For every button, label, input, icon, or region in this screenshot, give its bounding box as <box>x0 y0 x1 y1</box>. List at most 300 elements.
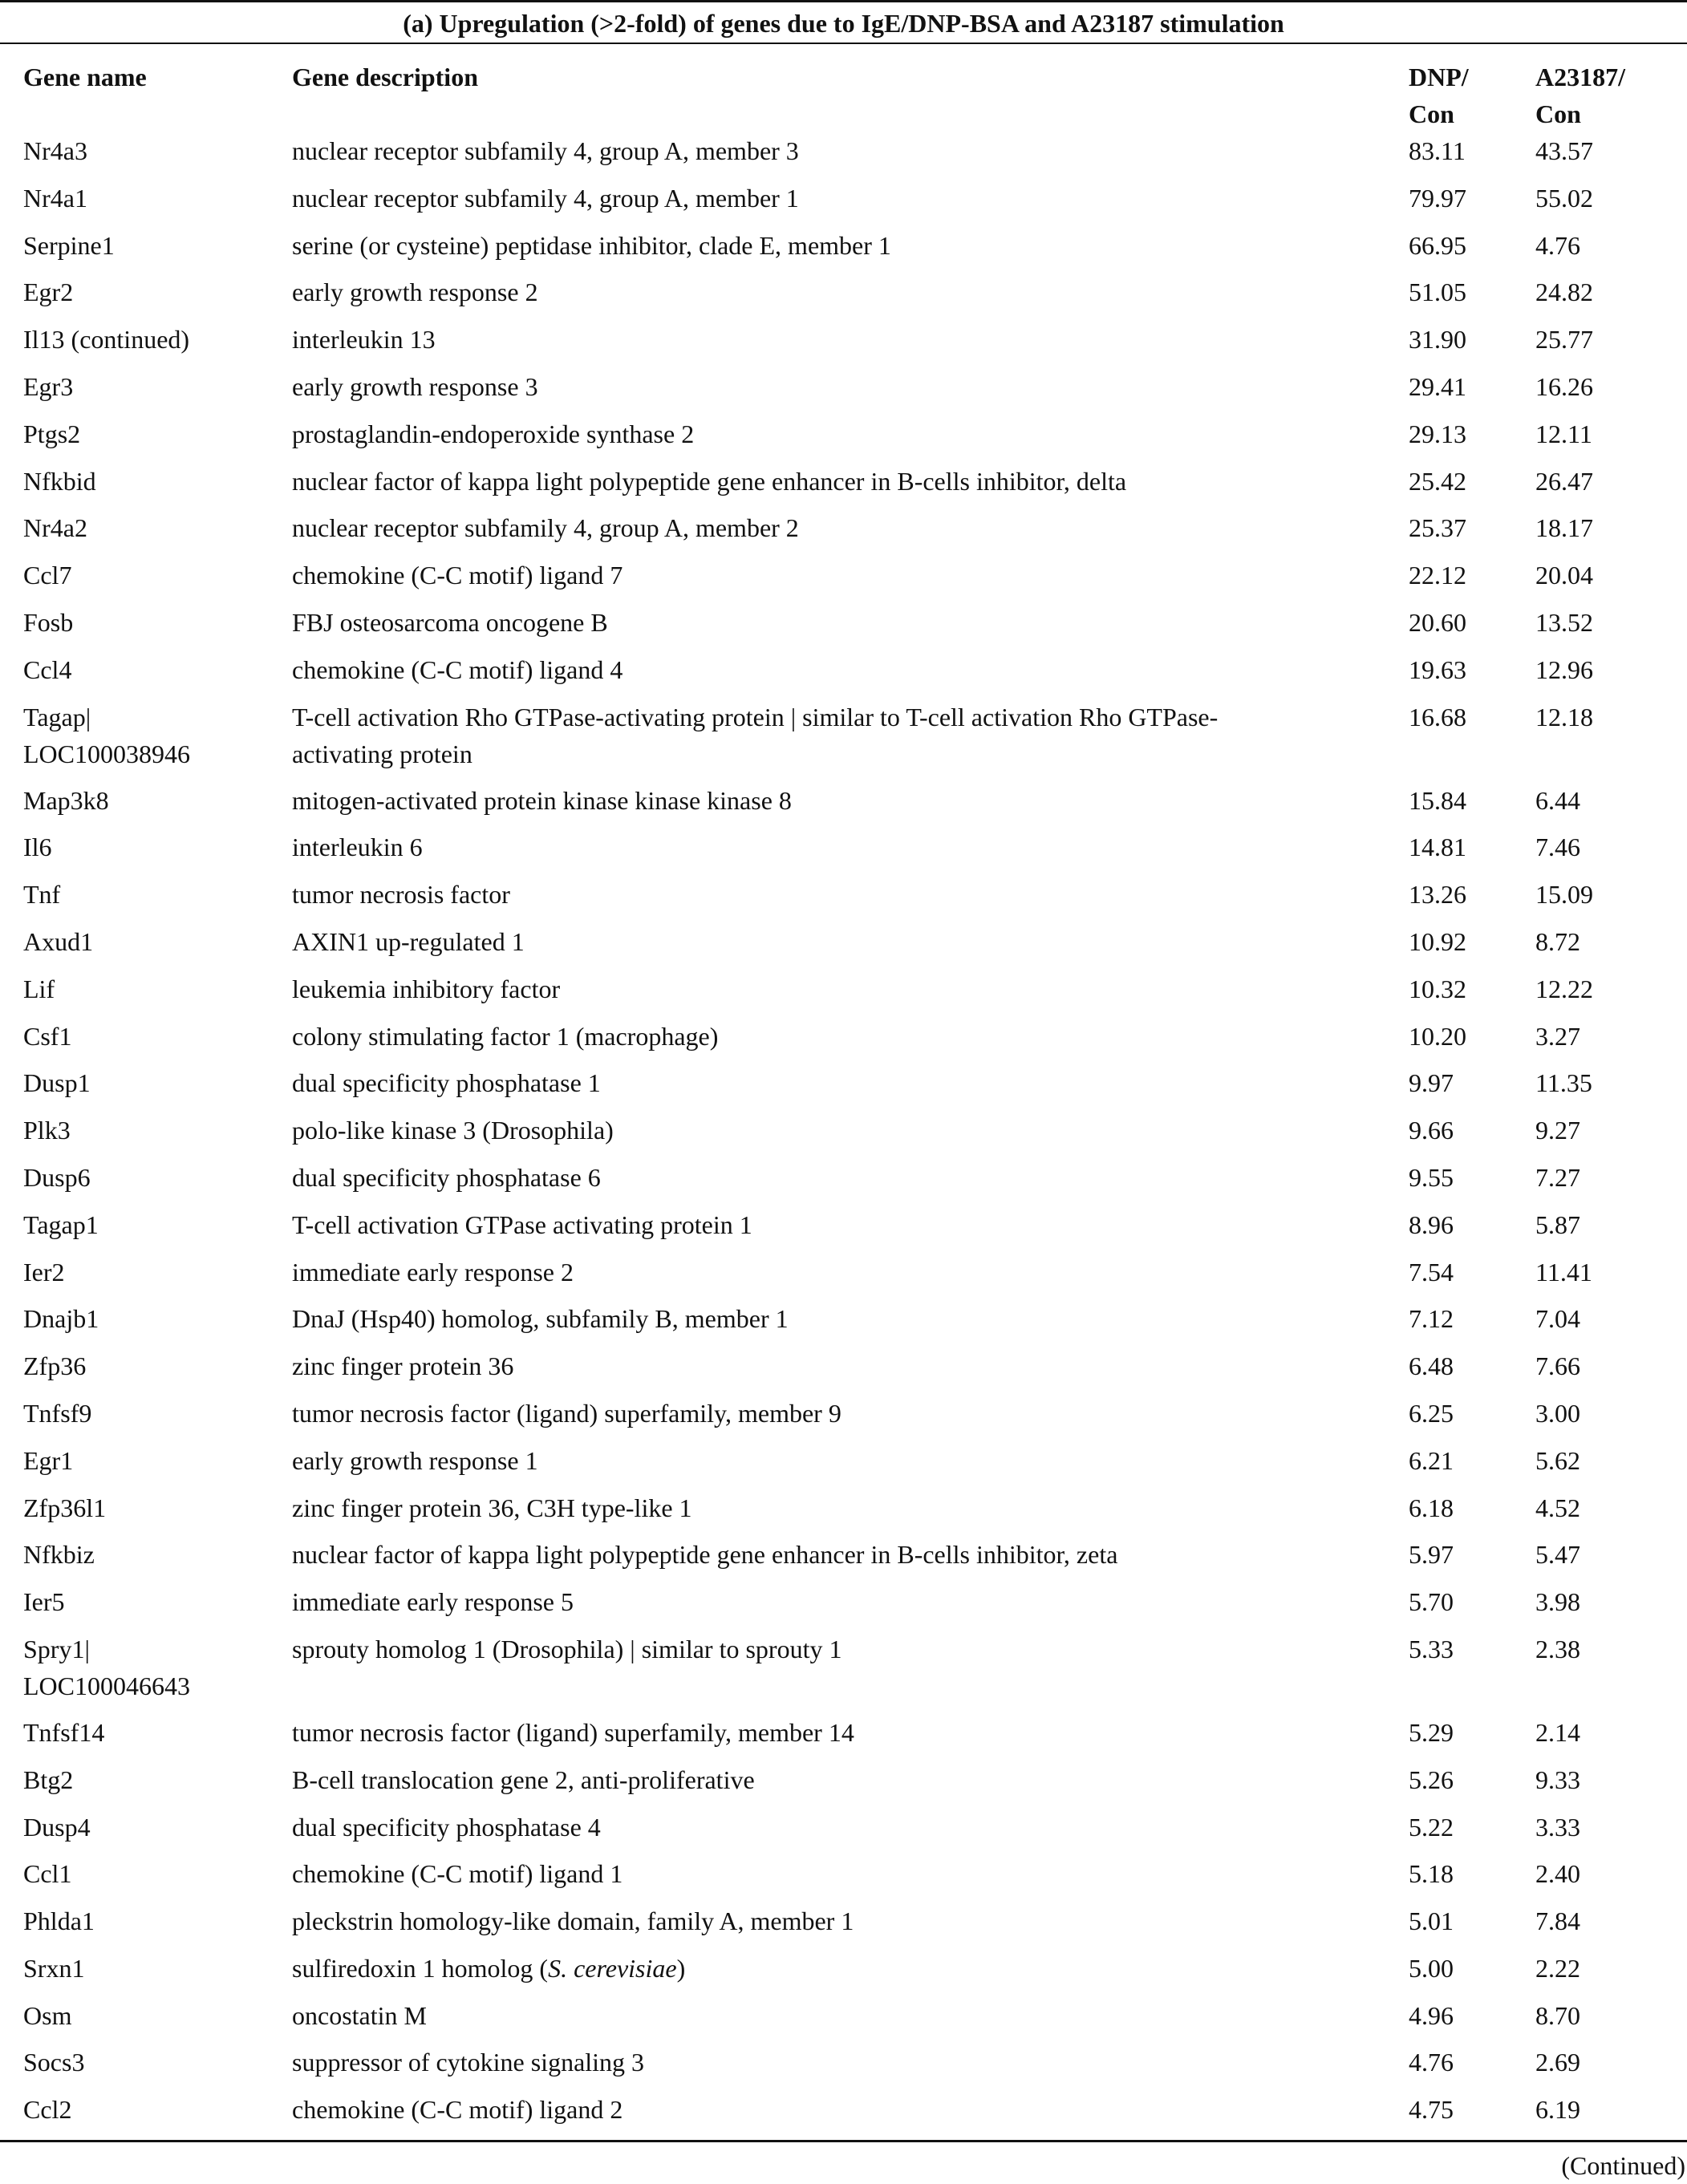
gene-name: Nr4a3 <box>23 136 87 165</box>
gene-name: Fosb <box>23 607 74 637</box>
gene-description: nuclear receptor subfamily 4, group A, member 2 <box>292 513 799 543</box>
continued-note: (Continued) <box>1561 2151 1685 2180</box>
table-row <box>0 227 1687 274</box>
gene-name-cell <box>0 651 292 699</box>
a23187-con-value: 18.17 <box>1535 513 1593 543</box>
table-row <box>0 1064 1687 1112</box>
gene-description: leukemia inhibitory factor <box>292 974 561 1003</box>
gene-name: Csf1 <box>23 1021 72 1051</box>
col-header-a23187-con: A23187/ Con <box>1535 63 1625 128</box>
gene-name-cell <box>0 509 292 557</box>
a23187-con-value: 6.44 <box>1535 785 1580 815</box>
table-row <box>0 321 1687 368</box>
gene-name-cell <box>0 1583 292 1631</box>
gene-description-cell <box>292 557 1409 604</box>
a23187-con-value: 3.27 <box>1535 1021 1580 1051</box>
gene-description-suffix: ) <box>676 1953 686 1983</box>
gene-description: nuclear factor of kappa light polypeptide gene enhancer in B-cells inhibitor, delta <box>292 466 1127 496</box>
gene-description: sprouty homolog 1 (Drosophila) | similar to sprouty 1 <box>292 1634 842 1663</box>
gene-name: Tagap1 <box>23 1210 99 1239</box>
gene-name-cell <box>0 1395 292 1442</box>
gene-description: polo-like kinase 3 (Drosophila) <box>292 1116 614 1145</box>
gene-description: dual specificity phosphatase 6 <box>292 1162 601 1192</box>
gene-description-cell <box>292 1997 1409 2044</box>
table-row <box>0 1489 1687 1537</box>
dnp-con-value: 7.54 <box>1409 1257 1454 1286</box>
gene-description: chemokine (C-C motif) ligand 4 <box>292 654 623 684</box>
a23187-con-value: 24.82 <box>1535 278 1593 307</box>
gene-name-cell <box>0 180 292 227</box>
dnp-con-value: 16.68 <box>1409 702 1466 731</box>
gene-description-cell <box>292 1489 1409 1537</box>
gene-description-cell <box>292 1631 1409 1714</box>
gene-name-cell <box>0 1442 292 1489</box>
gene-description: early growth response 1 <box>292 1445 538 1475</box>
table-row <box>0 1950 1687 1997</box>
gene-name: Ccl7 <box>23 561 72 590</box>
gene-name: Serpine1 <box>23 230 115 260</box>
title-rule <box>0 43 1687 44</box>
gene-description-cell <box>292 876 1409 923</box>
a23187-con-value: 16.26 <box>1535 371 1593 401</box>
gene-description-cell <box>292 1809 1409 1856</box>
gene-name: Il6 <box>23 833 52 862</box>
gene-description-cell <box>292 1206 1409 1254</box>
gene-name: Il13 (continued) <box>23 325 190 355</box>
gene-description-cell <box>292 923 1409 970</box>
gene-name-cell <box>0 1631 292 1714</box>
gene-name-cell <box>0 463 292 510</box>
dnp-con-value: 10.32 <box>1409 974 1466 1003</box>
gene-description: chemokine (C-C motif) ligand 2 <box>292 2095 623 2125</box>
gene-description: tumor necrosis factor (ligand) superfamily, member 14 <box>292 1717 854 1747</box>
table-row <box>0 132 1687 180</box>
dnp-con-value: 4.76 <box>1409 2048 1454 2077</box>
gene-name-cell <box>0 1536 292 1583</box>
gene-description-cell <box>292 2091 1409 2138</box>
gene-name: Zfp36l1 <box>23 1493 107 1522</box>
a23187-con-value: 15.09 <box>1535 880 1593 910</box>
gene-name-cell <box>0 321 292 368</box>
a23187-con-value: 2.14 <box>1535 1717 1580 1747</box>
dnp-con-value: 66.95 <box>1409 230 1466 260</box>
gene-description: early growth response 3 <box>292 371 538 401</box>
gene-description-cell <box>292 829 1409 876</box>
a23187-con-value: 12.18 <box>1535 702 1593 731</box>
gene-name-cell <box>0 227 292 274</box>
gene-description: nuclear factor of kappa light polypeptide gene enhancer in B-cells inhibitor, zeta <box>292 1540 1118 1570</box>
gene-name: Socs3 <box>23 2048 85 2077</box>
dnp-con-value: 5.97 <box>1409 1540 1454 1570</box>
dnp-con-value: 15.84 <box>1409 785 1466 815</box>
table-row <box>0 1997 1687 2044</box>
a23187-con-value: 11.35 <box>1535 1068 1592 1098</box>
dnp-con-value: 5.00 <box>1409 1953 1454 1983</box>
gene-name-cell <box>0 274 292 321</box>
gene-description: tumor necrosis factor <box>292 880 510 910</box>
gene-name: Egr1 <box>23 1445 74 1475</box>
table-row <box>0 876 1687 923</box>
dnp-con-value: 5.33 <box>1409 1634 1454 1663</box>
bottom-rule <box>0 2140 1687 2142</box>
gene-description-cell <box>292 1395 1409 1442</box>
gene-name: Osm <box>23 2000 72 2030</box>
gene-description: T-cell activation GTPase activating protein 1 <box>292 1210 752 1239</box>
gene-name-cell <box>0 1902 292 1950</box>
gene-name-cell <box>0 1809 292 1856</box>
gene-description-cell <box>292 463 1409 510</box>
gene-name: Axud1 <box>23 926 94 956</box>
dnp-con-value: 13.26 <box>1409 880 1466 910</box>
gene-description: early growth response 2 <box>292 278 538 307</box>
dnp-con-value: 5.26 <box>1409 1765 1454 1794</box>
gene-description: zinc finger protein 36, C3H type-like 1 <box>292 1493 692 1522</box>
gene-name: Plk3 <box>23 1116 71 1145</box>
table-row <box>0 651 1687 699</box>
a23187-con-value: 2.22 <box>1535 1953 1580 1983</box>
a23187-con-value: 9.33 <box>1535 1765 1580 1794</box>
gene-description-cell <box>292 1950 1409 1997</box>
gene-description: tumor necrosis factor (ligand) superfamily, member 9 <box>292 1398 841 1428</box>
gene-description: interleukin 13 <box>292 325 436 355</box>
gene-name-cell <box>0 970 292 1018</box>
gene-name-cell <box>0 1855 292 1902</box>
table-row <box>0 1761 1687 1809</box>
gene-name-cell <box>0 1064 292 1112</box>
col-header-dnp-con: DNP/ Con <box>1409 63 1469 128</box>
a23187-con-value: 9.27 <box>1535 1116 1580 1145</box>
a23187-con-value: 3.00 <box>1535 1398 1580 1428</box>
gene-description-cell <box>292 227 1409 274</box>
gene-name: Zfp36 <box>23 1351 87 1381</box>
gene-description: nuclear receptor subfamily 4, group A, member 3 <box>292 136 799 165</box>
a23187-con-value: 7.27 <box>1535 1162 1580 1192</box>
gene-description-cell <box>292 2044 1409 2091</box>
dnp-con-value: 9.97 <box>1409 1068 1454 1098</box>
gene-description-cell <box>292 321 1409 368</box>
table-row <box>0 274 1687 321</box>
table-row <box>0 1714 1687 1761</box>
gene-name: Tnfsf14 <box>23 1717 105 1747</box>
gene-description-cell <box>292 1064 1409 1112</box>
table-row <box>0 1583 1687 1631</box>
gene-description-cell <box>292 1855 1409 1902</box>
gene-name: Phlda1 <box>23 1906 95 1936</box>
gene-description-cell <box>292 368 1409 415</box>
gene-description-cell <box>292 1536 1409 1583</box>
dnp-con-value: 4.96 <box>1409 2000 1454 2030</box>
gene-description-cell <box>292 274 1409 321</box>
dnp-con-value: 8.96 <box>1409 1210 1454 1239</box>
a23187-con-value: 11.41 <box>1535 1257 1592 1286</box>
dnp-con-value: 22.12 <box>1409 561 1466 590</box>
table-row <box>0 1536 1687 1583</box>
gene-description: zinc finger protein 36 <box>292 1351 514 1381</box>
gene-name-cell <box>0 557 292 604</box>
dnp-con-value: 5.18 <box>1409 1859 1454 1889</box>
table-body <box>0 132 1687 2138</box>
table-row <box>0 923 1687 970</box>
a23187-con-value: 5.47 <box>1535 1540 1580 1570</box>
gene-name-cell <box>0 1347 292 1395</box>
gene-description: immediate early response 5 <box>292 1587 574 1617</box>
a23187-con-value: 26.47 <box>1535 466 1593 496</box>
gene-name: Spry1| <box>23 1634 90 1663</box>
dnp-con-value: 79.97 <box>1409 183 1466 213</box>
dnp-con-value: 83.11 <box>1409 136 1466 165</box>
gene-name-cell <box>0 2091 292 2138</box>
gene-description-cell <box>292 1442 1409 1489</box>
gene-name: Tnf <box>23 880 61 910</box>
gene-description: serine (or cysteine) peptidase inhibitor, clade E, member 1 <box>292 230 891 260</box>
a23187-con-value: 55.02 <box>1535 183 1593 213</box>
gene-name: Nfkbiz <box>23 1540 95 1570</box>
gene-description: DnaJ (Hsp40) homolog, subfamily B, member 1 <box>292 1304 789 1334</box>
gene-name-cell <box>0 368 292 415</box>
gene-name-continued: LOC100046643 <box>23 1671 190 1700</box>
table-row <box>0 509 1687 557</box>
gene-description-continued: activating protein <box>292 739 472 768</box>
gene-name: Lif <box>23 974 55 1003</box>
gene-name-cell <box>0 1206 292 1254</box>
a23187-con-value: 2.69 <box>1535 2048 1580 2077</box>
gene-description: dual specificity phosphatase 1 <box>292 1068 601 1098</box>
header-row <box>0 48 1687 132</box>
gene-name-cell <box>0 1950 292 1997</box>
dnp-con-value: 31.90 <box>1409 325 1466 355</box>
a23187-con-value: 43.57 <box>1535 136 1593 165</box>
a23187-con-value: 7.04 <box>1535 1304 1580 1334</box>
gene-name: Ccl2 <box>23 2095 72 2125</box>
gene-name-cell <box>0 1018 292 1065</box>
gene-name: Ccl1 <box>23 1859 72 1889</box>
gene-name: Btg2 <box>23 1765 74 1794</box>
dnp-con-value: 6.25 <box>1409 1398 1454 1428</box>
gene-description: T-cell activation Rho GTPase-activating protein | similar to T-cell activation Rho GTPase- <box>292 702 1219 731</box>
dnp-con-value: 6.21 <box>1409 1445 1454 1475</box>
gene-description-cell <box>292 1902 1409 1950</box>
gene-description: prostaglandin-endoperoxide synthase 2 <box>292 419 695 448</box>
dnp-con-value: 9.55 <box>1409 1162 1454 1192</box>
col-header-gene-name: Gene name <box>23 63 147 91</box>
a23187-con-value: 12.22 <box>1535 974 1593 1003</box>
gene-description: FBJ osteosarcoma oncogene B <box>292 607 608 637</box>
dnp-con-value: 10.20 <box>1409 1021 1466 1051</box>
gene-description-cell <box>292 132 1409 180</box>
gene-name-cell <box>0 699 292 782</box>
gene-description-cell <box>292 699 1409 782</box>
dnp-con-value: 9.66 <box>1409 1116 1454 1145</box>
dnp-con-value: 25.37 <box>1409 513 1466 543</box>
col-header-gene-description: Gene description <box>292 63 478 91</box>
gene-name-cell <box>0 1997 292 2044</box>
table-row <box>0 557 1687 604</box>
a23187-con-value: 2.40 <box>1535 1859 1580 1889</box>
gene-description-cell <box>292 1347 1409 1395</box>
gene-description: B-cell translocation gene 2, anti-proliferative <box>292 1765 755 1794</box>
table-row <box>0 970 1687 1018</box>
dnp-con-value: 29.41 <box>1409 371 1466 401</box>
dnp-con-value: 19.63 <box>1409 654 1466 684</box>
table-row <box>0 1018 1687 1065</box>
gene-name-cell <box>0 876 292 923</box>
gene-description-cell <box>292 1112 1409 1159</box>
gene-description-cell <box>292 1018 1409 1065</box>
table-row <box>0 782 1687 829</box>
gene-description: nuclear receptor subfamily 4, group A, member 1 <box>292 183 799 213</box>
table-row <box>0 1206 1687 1254</box>
gene-name-cell <box>0 1761 292 1809</box>
table-row <box>0 1254 1687 1301</box>
dnp-con-value: 14.81 <box>1409 833 1466 862</box>
gene-name: Egr3 <box>23 371 74 401</box>
gene-description-cell <box>292 1583 1409 1631</box>
gene-name: Srxn1 <box>23 1953 85 1983</box>
gene-description: suppressor of cytokine signaling 3 <box>292 2048 645 2077</box>
a23187-con-value: 13.52 <box>1535 607 1593 637</box>
dnp-con-value: 51.05 <box>1409 278 1466 307</box>
table-row <box>0 1902 1687 1950</box>
a23187-con-value: 3.33 <box>1535 1812 1580 1842</box>
gene-description-cell <box>292 180 1409 227</box>
gene-description: dual specificity phosphatase 4 <box>292 1812 601 1842</box>
gene-name: Ier2 <box>23 1257 65 1286</box>
dnp-con-value: 5.29 <box>1409 1717 1454 1747</box>
gene-description-cell <box>292 604 1409 651</box>
table-row <box>0 463 1687 510</box>
dnp-con-value: 5.22 <box>1409 1812 1454 1842</box>
a23187-con-value: 3.98 <box>1535 1587 1580 1617</box>
gene-description: mitogen-activated protein kinase kinase kinase 8 <box>292 785 792 815</box>
table-row <box>0 1300 1687 1347</box>
a23187-con-value: 5.62 <box>1535 1445 1580 1475</box>
gene-name-cell <box>0 415 292 463</box>
gene-name-cell <box>0 1489 292 1537</box>
gene-name: Nr4a2 <box>23 513 87 543</box>
table-row <box>0 415 1687 463</box>
a23187-con-value: 20.04 <box>1535 561 1593 590</box>
gene-description: chemokine (C-C motif) ligand 1 <box>292 1859 623 1889</box>
gene-name-cell <box>0 1254 292 1301</box>
gene-description-cell <box>292 970 1409 1018</box>
gene-name-cell <box>0 1159 292 1206</box>
table-row <box>0 829 1687 876</box>
a23187-con-value: 5.87 <box>1535 1210 1580 1239</box>
table-row <box>0 699 1687 782</box>
gene-name: Dusp6 <box>23 1162 91 1192</box>
dnp-con-value: 4.75 <box>1409 2095 1454 2125</box>
gene-name: Ier5 <box>23 1587 65 1617</box>
gene-name: Ptgs2 <box>23 419 81 448</box>
gene-description: oncostatin M <box>292 2000 427 2030</box>
gene-name: Nr4a1 <box>23 183 87 213</box>
a23187-con-value: 25.77 <box>1535 325 1593 355</box>
gene-description: AXIN1 up-regulated 1 <box>292 926 525 956</box>
gene-name-cell <box>0 1714 292 1761</box>
a23187-con-value: 12.96 <box>1535 654 1593 684</box>
gene-name: Dusp4 <box>23 1812 91 1842</box>
dnp-con-value: 6.48 <box>1409 1351 1454 1381</box>
gene-description-cell <box>292 782 1409 829</box>
table-row <box>0 1112 1687 1159</box>
table-row <box>0 604 1687 651</box>
dnp-con-value: 10.92 <box>1409 926 1466 956</box>
gene-name-continued: LOC100038946 <box>23 739 190 768</box>
gene-description-cell <box>292 1159 1409 1206</box>
gene-name-cell <box>0 1112 292 1159</box>
gene-description: immediate early response 2 <box>292 1257 574 1286</box>
table-row <box>0 1347 1687 1395</box>
gene-description-cell <box>292 509 1409 557</box>
gene-description-cell <box>292 1300 1409 1347</box>
dnp-con-value: 7.12 <box>1409 1304 1454 1334</box>
gene-name-cell <box>0 829 292 876</box>
a23187-con-value: 12.11 <box>1535 419 1592 448</box>
dnp-con-value: 25.42 <box>1409 466 1466 496</box>
a23187-con-value: 2.38 <box>1535 1634 1580 1663</box>
gene-name: Ccl4 <box>23 654 72 684</box>
dnp-con-value: 5.01 <box>1409 1906 1454 1936</box>
gene-description-cell <box>292 1761 1409 1809</box>
a23187-con-value: 7.46 <box>1535 833 1580 862</box>
table-row <box>0 1855 1687 1902</box>
table-title: (a) Upregulation (>2-fold) of genes due to IgE/DNP-BSA and A23187 stimulation <box>403 9 1284 38</box>
table-row <box>0 1631 1687 1714</box>
a23187-con-value: 6.19 <box>1535 2095 1580 2125</box>
gene-name-cell <box>0 1300 292 1347</box>
gene-description: chemokine (C-C motif) ligand 7 <box>292 561 623 590</box>
gene-name-cell <box>0 782 292 829</box>
table-row <box>0 2091 1687 2138</box>
gene-name-cell <box>0 604 292 651</box>
gene-table <box>0 48 1687 2138</box>
gene-description-cell <box>292 415 1409 463</box>
gene-name-cell <box>0 2044 292 2091</box>
gene-name: Map3k8 <box>23 785 109 815</box>
gene-description-cell <box>292 1254 1409 1301</box>
a23187-con-value: 7.84 <box>1535 1906 1580 1936</box>
gene-name: Nfkbid <box>23 466 96 496</box>
table-row <box>0 1809 1687 1856</box>
gene-description-cell <box>292 651 1409 699</box>
table-row <box>0 1442 1687 1489</box>
gene-description: interleukin 6 <box>292 833 423 862</box>
table-row <box>0 2044 1687 2091</box>
table-row <box>0 368 1687 415</box>
gene-name: Dnajb1 <box>23 1304 99 1334</box>
table-row <box>0 1159 1687 1206</box>
gene-description: colony stimulating factor 1 (macrophage) <box>292 1021 719 1051</box>
gene-description-cell <box>292 1714 1409 1761</box>
table-row <box>0 180 1687 227</box>
a23187-con-value: 7.66 <box>1535 1351 1580 1381</box>
gene-name: Tnfsf9 <box>23 1398 92 1428</box>
a23187-con-value: 8.70 <box>1535 2000 1580 2030</box>
dnp-con-value: 5.70 <box>1409 1587 1454 1617</box>
a23187-con-value: 4.76 <box>1535 230 1580 260</box>
gene-name-cell <box>0 923 292 970</box>
table-row <box>0 1395 1687 1442</box>
gene-name: Tagap| <box>23 702 91 731</box>
dnp-con-value: 20.60 <box>1409 607 1466 637</box>
species-name: S. cerevisiae <box>548 1953 677 1983</box>
dnp-con-value: 29.13 <box>1409 419 1466 448</box>
gene-description: pleckstrin homology-like domain, family A, member 1 <box>292 1906 854 1936</box>
a23187-con-value: 8.72 <box>1535 926 1580 956</box>
gene-name-cell <box>0 132 292 180</box>
gene-name: Egr2 <box>23 278 74 307</box>
a23187-con-value: 4.52 <box>1535 1493 1580 1522</box>
